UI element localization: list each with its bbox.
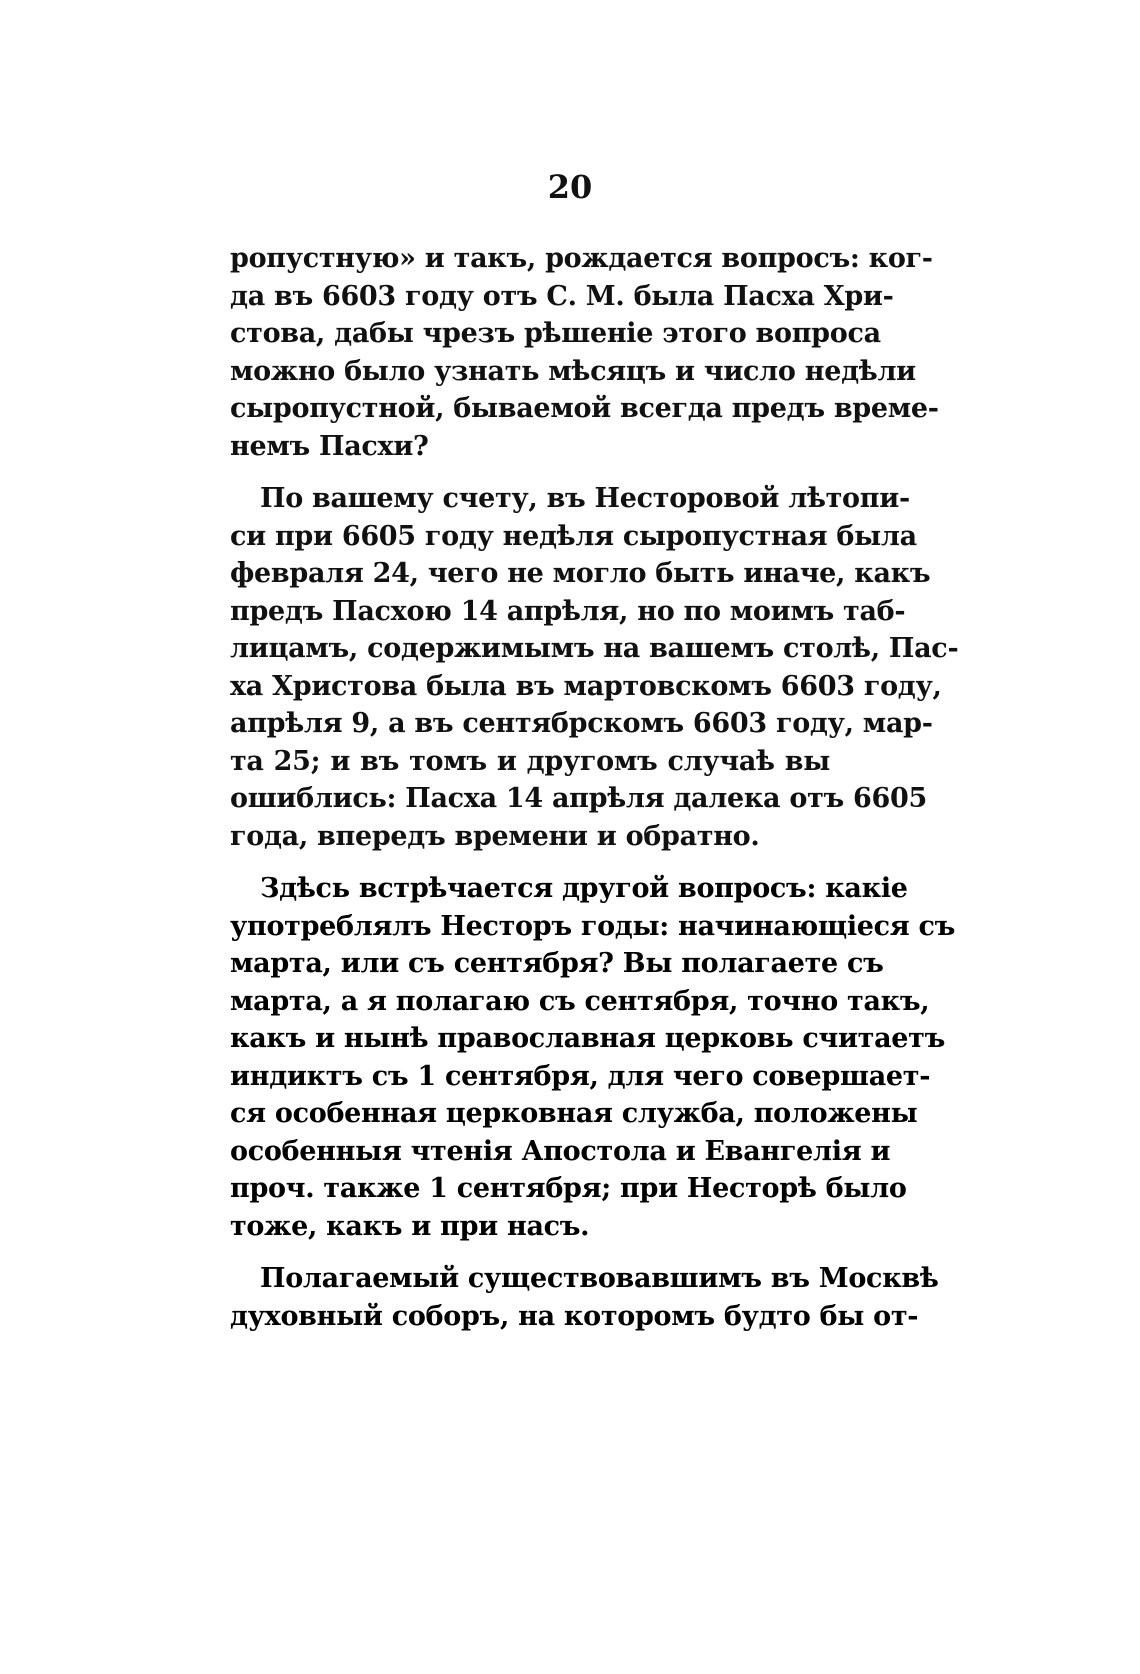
paragraph bbox=[230, 870, 956, 1245]
paragraph bbox=[230, 480, 959, 855]
text-line: си при 6605 году недѣля сыропустная была bbox=[230, 520, 917, 552]
text-line: марта, или съ сентября? Вы полагаете съ bbox=[230, 948, 884, 979]
text-line: Здѣсь встрѣчается другой вопросъ: какіе bbox=[260, 873, 908, 904]
paragraph bbox=[230, 240, 939, 465]
text-line: индиктъ съ 1 сентября, для чего совершает- bbox=[230, 1060, 931, 1092]
text-body bbox=[230, 240, 959, 1350]
text-line: проч. также 1 сентября; при Несторѣ было bbox=[230, 1173, 907, 1204]
text-line: можно было узнать мѣсяцъ и число недѣли bbox=[230, 355, 916, 387]
text-line: духовный соборъ, на которомъ будто бы от- bbox=[230, 1300, 919, 1332]
text-line: употреблялъ Несторъ годы: начинающіеся съ bbox=[230, 910, 956, 942]
text-line: ропустную» и такъ, рождается вопросъ: ког- bbox=[230, 243, 933, 274]
text-line: особенныя чтенія Апостола и Евангелія и bbox=[230, 1135, 891, 1167]
text-line: да въ 6603 году отъ С. М. была Пасха Хри- bbox=[230, 280, 894, 312]
text-line: лицамъ, содержимымъ на вашемъ столѣ, Пас- bbox=[230, 633, 959, 664]
text-line: апрѣля 9, а въ сентябрскомъ 6603 году, мар- bbox=[230, 708, 933, 739]
paragraph bbox=[230, 1260, 939, 1335]
text-line: года, впередъ времени и обратно. bbox=[230, 820, 760, 852]
text-line: та 25; и въ томъ и другомъ случаѣ вы bbox=[230, 745, 830, 777]
text-line: Полагаемый существовавшимъ въ Москвѣ bbox=[260, 1263, 939, 1294]
text-line: тоже, какъ и при насъ. bbox=[230, 1210, 590, 1242]
text-line: ха Христова была въ мартовскомъ 6603 году, bbox=[230, 670, 942, 702]
text-line: ошиблись: Пасха 14 апрѣля далека отъ 6605 bbox=[230, 783, 927, 814]
text-line: ся особенная церковная служба, положены bbox=[230, 1098, 918, 1129]
text-line: какъ и нынѣ православная церковь считаетъ bbox=[230, 1023, 946, 1054]
text-line: стова, дабы чрезъ рѣшеніе этого вопроса bbox=[230, 318, 881, 349]
text-line: немъ Пасхи? bbox=[230, 430, 429, 462]
text-line: марта, а я полагаю съ сентября, точно такъ, bbox=[230, 985, 930, 1017]
text-line: По вашему счету, въ Несторовой лѣтопи- bbox=[260, 483, 910, 514]
text-line: предъ Пасхою 14 апрѣля, но по моимъ таб- bbox=[230, 595, 906, 627]
text-line: февраля 24, чего не могло быть иначе, какъ bbox=[230, 558, 931, 589]
page-number: 20 bbox=[547, 168, 593, 206]
text-line: сыропустной, бываемой всегда предъ време- bbox=[230, 393, 939, 424]
